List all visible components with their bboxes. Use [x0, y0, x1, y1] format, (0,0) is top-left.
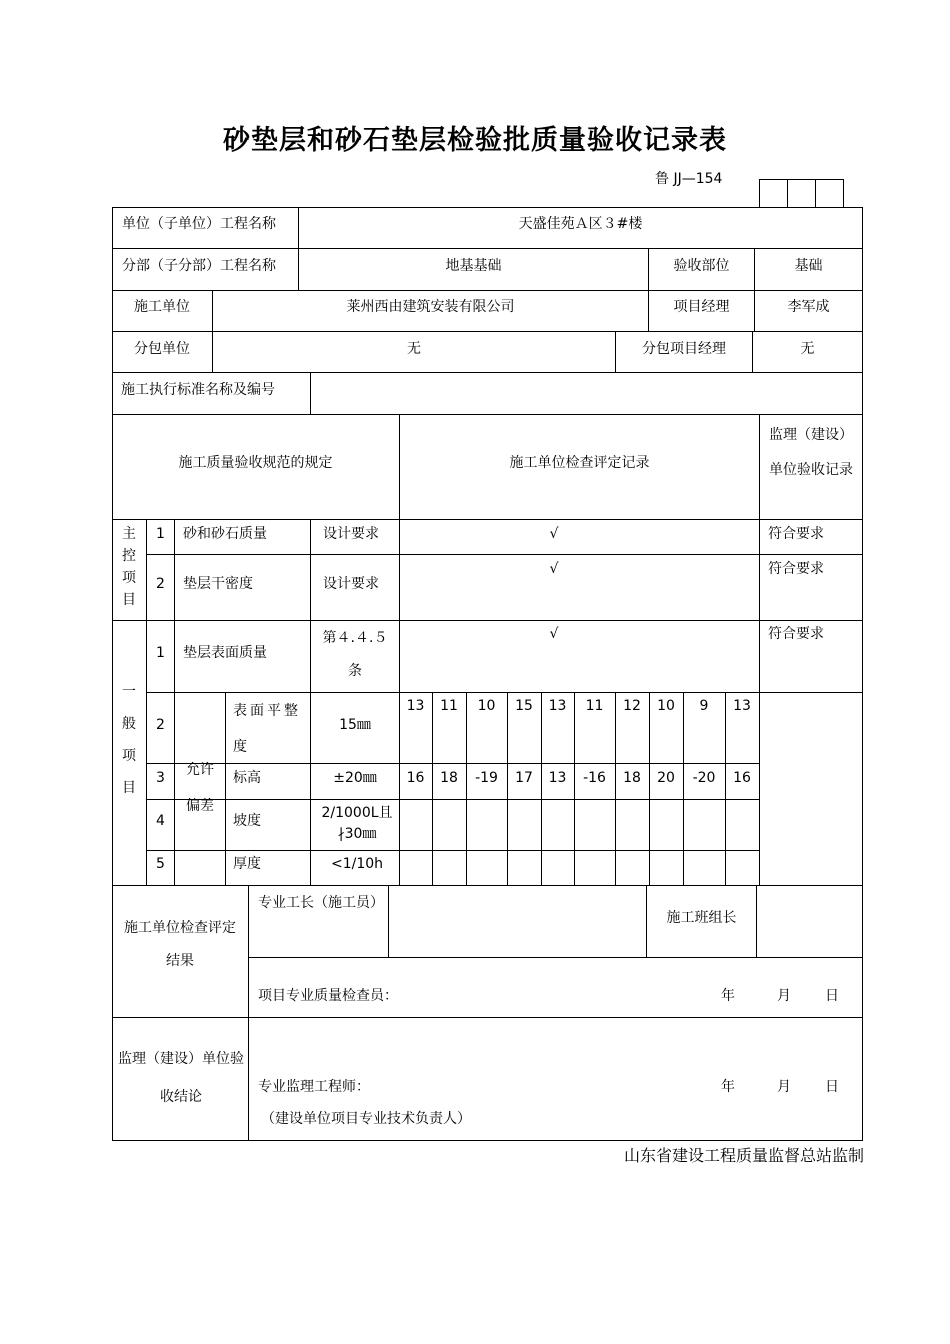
contractor-month: 月: [777, 988, 791, 1004]
measurement-cell: 9: [699, 698, 709, 714]
tol-row-3-req: ±20㎜: [333, 770, 377, 786]
tol-row-2-req: 15㎜: [339, 717, 371, 733]
tolerance-label: 允许偏差: [186, 762, 214, 814]
tol-row-4-req: 2/1000L且∤30㎜: [321, 805, 393, 842]
tol-row-3-name: 标高: [233, 770, 261, 786]
foreman-label: 专业工长（施工员）: [258, 895, 384, 911]
form-code-boxes: [759, 179, 844, 208]
measurement-cell: 11: [585, 698, 604, 714]
measurement-cell: 17: [515, 770, 533, 786]
measurement-cell: 16: [733, 770, 751, 786]
measurement-cell: -19: [475, 770, 498, 786]
main-row-1-name: 砂和砂石质量: [183, 526, 267, 542]
supervision-month: 月: [777, 1079, 791, 1095]
general-row-1-req: 第４.４.５条: [322, 630, 388, 679]
measurement-cell: -20: [692, 770, 716, 786]
supervision-result-label: 监理（建设）单位验收结论: [118, 1051, 244, 1105]
sub-pm-label: 分包项目经理: [642, 341, 726, 357]
standard-label: 施工执行标准名称及编号: [121, 382, 275, 398]
accept-part-label: 验收部位: [673, 258, 730, 274]
main-row-2-record: √: [549, 561, 559, 577]
main-row-2-name: 垫层干密度: [183, 576, 253, 592]
tol-row-2-no: 2: [156, 717, 165, 733]
main-row-2-req: 设计要求: [323, 576, 379, 592]
page-title: 砂垫层和砂石垫层检验批质量验收记录表: [223, 125, 727, 156]
form-code: 鲁 JJ—154: [655, 171, 723, 187]
footer-issuer: 山东省建设工程质量监督总站监制: [623, 1146, 864, 1165]
tol-row-3-no: 3: [156, 770, 165, 786]
main-row-2-result: 符合要求: [768, 561, 824, 577]
measurement-cell: 18: [440, 770, 458, 786]
measurement-cell: 13: [548, 770, 567, 786]
contractor-value: 莱州西由建筑安装有限公司: [346, 299, 515, 315]
tol-row-4-name: 坡度: [233, 813, 261, 829]
subcontractor-value: 无: [407, 341, 421, 357]
tol-row-4-no: 4: [156, 813, 165, 829]
measurement-cell: 11: [440, 698, 458, 714]
main-row-1-no: 1: [156, 526, 165, 542]
accept-part-value: 基础: [794, 258, 823, 274]
measurement-cell: 13: [733, 698, 751, 714]
measurement-cell: 16: [406, 770, 425, 786]
measurement-cell: 10: [657, 698, 675, 714]
tol-row-2-name: 表面平整度: [233, 703, 301, 755]
measurement-cell: -16: [583, 770, 606, 786]
general-row-1-no: 1: [156, 645, 165, 661]
spec-column-heading: 施工质量验收规范的规定: [178, 455, 333, 471]
main-row-2-no: 2: [156, 576, 165, 592]
project-manager-value: 李军成: [787, 299, 830, 315]
measurement-cell: 12: [623, 698, 641, 714]
measurement-cell: 15: [515, 698, 533, 714]
main-items-label: 主控项目: [122, 526, 136, 608]
general-row-1-result: 符合要求: [768, 626, 824, 642]
main-row-1-record: √: [549, 526, 559, 542]
tol-row-5-name: 厚度: [233, 856, 261, 872]
subcontractor-label: 分包单位: [134, 341, 190, 357]
sub-pm-value: 无: [800, 341, 815, 357]
main-row-1-req: 设计要求: [323, 526, 379, 542]
supervision-day: 日: [825, 1079, 839, 1095]
measurement-cell: 18: [623, 770, 641, 786]
supervision-column-heading: 监理（建设）单位验收记录: [769, 427, 853, 478]
measurement-cell: 20: [657, 770, 675, 786]
team-leader-label: 施工班组长: [666, 910, 737, 926]
project-manager-label: 项目经理: [673, 299, 730, 315]
subproject-label: 分部（子分部）工程名称: [122, 258, 276, 274]
engineer-label: 专业监理工程师：: [258, 1079, 370, 1095]
subproject-value: 地基基础: [445, 258, 502, 274]
record-column-heading: 施工单位检查评定记录: [509, 455, 650, 471]
general-row-1-name: 垫层表面质量: [183, 645, 267, 661]
general-items-label: 一般项目: [122, 684, 136, 796]
tol-row-5-req: <1/10h: [331, 856, 384, 872]
general-row-1-record: √: [549, 626, 559, 642]
measurement-cell: 13: [548, 698, 567, 714]
measurement-cell: 10: [477, 698, 496, 714]
inspector-label: 项目专业质量检查员：: [258, 988, 398, 1004]
project-name-value: 天盛佳苑Ａ区３#楼: [518, 216, 643, 232]
tol-row-5-no: 5: [156, 856, 165, 872]
contractor-day: 日: [825, 988, 839, 1004]
supervision-year: 年: [721, 1079, 735, 1095]
project-name-label: 单位（子单位）工程名称: [122, 216, 276, 232]
measurement-cell: 13: [406, 698, 425, 714]
owner-label: （建设单位项目专业技术负责人）: [261, 1111, 471, 1127]
contractor-year: 年: [721, 988, 735, 1004]
main-row-1-result: 符合要求: [768, 526, 824, 542]
contractor-result-label: 施工单位检查评定结果: [124, 920, 236, 969]
contractor-label: 施工单位: [134, 299, 190, 315]
